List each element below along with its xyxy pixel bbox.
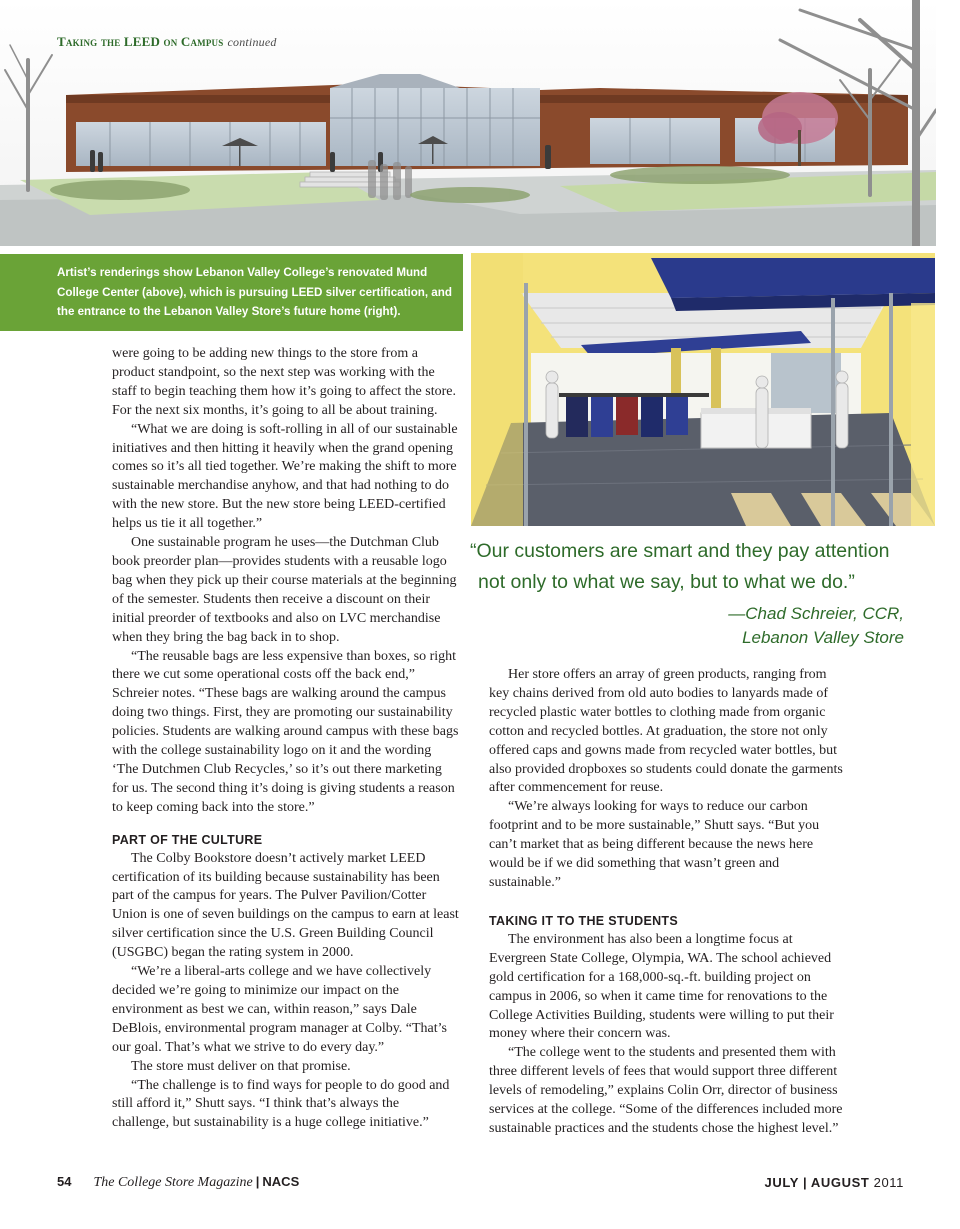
body-column-right	[489, 666, 845, 1139]
footer-separator: |	[255, 1174, 260, 1189]
running-header	[57, 34, 277, 50]
pull-quote	[470, 536, 910, 650]
paragraph: The store must deliver on that promise.	[131, 1058, 351, 1074]
section-heading: TAKING IT TO THE STUDENTS	[489, 913, 678, 928]
paragraph: The environment has also been a longtime focus at Evergreen State College, Olympia, WA. The school achieved gold certification for a 168,000-sq.-ft. building project on campus in 2006, so when it came time for renovations to the College Activities Building, students were willing to put their money where their concern was.	[489, 931, 834, 1042]
footer-left	[57, 1174, 299, 1191]
store-entrance-rendering	[471, 253, 935, 526]
paragraph: “We’re always looking for ways to reduce our carbon footprint and to be more sustainable,” Shutt says. “But you can’t market that as being different because the news here would be if we did something that wasn’t green and sustainable.”	[489, 799, 820, 890]
issue-year: 2011	[873, 1175, 904, 1190]
pull-quote-attribution-org: Lebanon Valley Store	[742, 628, 904, 647]
paragraph: were going to be adding new things to the store from a product standpoint, so the next step was working with the staff to begin teaching them how it’s going to affect the store. For the next six months, it’s going to all be about training.	[112, 346, 456, 418]
body-column-left	[112, 345, 459, 1133]
magazine-title: The College Store Magazine	[93, 1175, 253, 1190]
page-number: 54	[57, 1174, 72, 1189]
figure-caption: Artist’s renderings show Lebanon Valley College’s renovated Mund College Center (above), which is pursuing LEED silver certification, and the entrance to the Lebanon Valley Store’s future home (right).	[57, 266, 452, 318]
pull-quote-attribution-name: —Chad Schreier, CCR,	[728, 604, 904, 623]
footer-right	[765, 1175, 904, 1190]
publisher-name: NACS	[262, 1174, 300, 1189]
running-header-continued: continued	[227, 35, 277, 49]
pull-quote-line-1: “Our customers are smart and they pay attention	[470, 540, 890, 562]
pull-quote-line-2: not only to what we say, but to what we do.”	[478, 571, 855, 593]
paragraph: The Colby Bookstore doesn’t actively market LEED certification of its building because sustainability has been part of the campus for years. The Pulver Pavilion/Cotter Union is one of seven buildings on the campus to earn at least silver certification since the U.S. Green Building Council (USGBC) began the rating system in 2000.	[112, 850, 459, 961]
paragraph: “What we are doing is soft-rolling in all of our sustainable initiatives and then hitting it heavily when the grand opening comes so it’s all tied together. We’re making the shift to more sustainable merchandise anyhow, and that had nothing to do with the new store. But the new store being LEED-certified helps us tie it all together.”	[112, 421, 458, 532]
section-heading: PART OF THE CULTURE	[112, 832, 263, 847]
issue-months: JULY | AUGUST	[764, 1175, 870, 1190]
paragraph: One sustainable program he uses—the Dutchman Club book preorder plan—provides students with a reusable logo bag when they pick up their course materials at the beginning of the semester. Students then receive a discount on their initial preorder of textbooks and also on LVC merchandise when they bring the bag back in to shop.	[112, 535, 457, 645]
paragraph: “We’re a liberal-arts college and we have collectively decided we’re going to minimize our impact on the environment as best we can, within reason,” says Dale DeBlois, environmental program manager at Colby. “That’s our goal. That’s what we strive to do every day.”	[112, 964, 448, 1055]
paragraph: “The challenge is to find ways for people to do good and still afford it,” Shutt says. “I think that’s always the challenge, but sustainability is a huge college initiative.”	[112, 1077, 450, 1131]
running-header-title: Taking the LEED on Campus	[57, 34, 224, 49]
paragraph: Her store offers an array of green products, ranging from key chains derived from old auto bodies to lanyards made of recycled plastic water bottles to clothing made from organic cotton and recycled bottles. At graduation, the store not only offered caps and gowns made from recycled water bottles, but also provided dropboxes so students could donate the garments after commencement for reuse.	[489, 667, 843, 796]
paragraph: “The college went to the students and presented them with three different levels of fees that would support three different levels of remodeling,” explains Colin Orr, director of business services at the college. “Some of the differences included more sustainable practices and the students chose the highest level.”	[489, 1045, 843, 1136]
paragraph: “The reusable bags are less expensive than boxes, so right there we cut some operational costs off the back end,” Schreier notes. “These bags are walking around the campus doing two things. First, they are promoting our sustainability policies. Students are walking around campus with these bags with the college sustainability logo on it and the wording ‘The Dutchmen Club Recycles,’ so it’s out there marketing for us. The second thing it’s doing is giving students a reason to keep coming back into the store.”	[112, 648, 459, 815]
